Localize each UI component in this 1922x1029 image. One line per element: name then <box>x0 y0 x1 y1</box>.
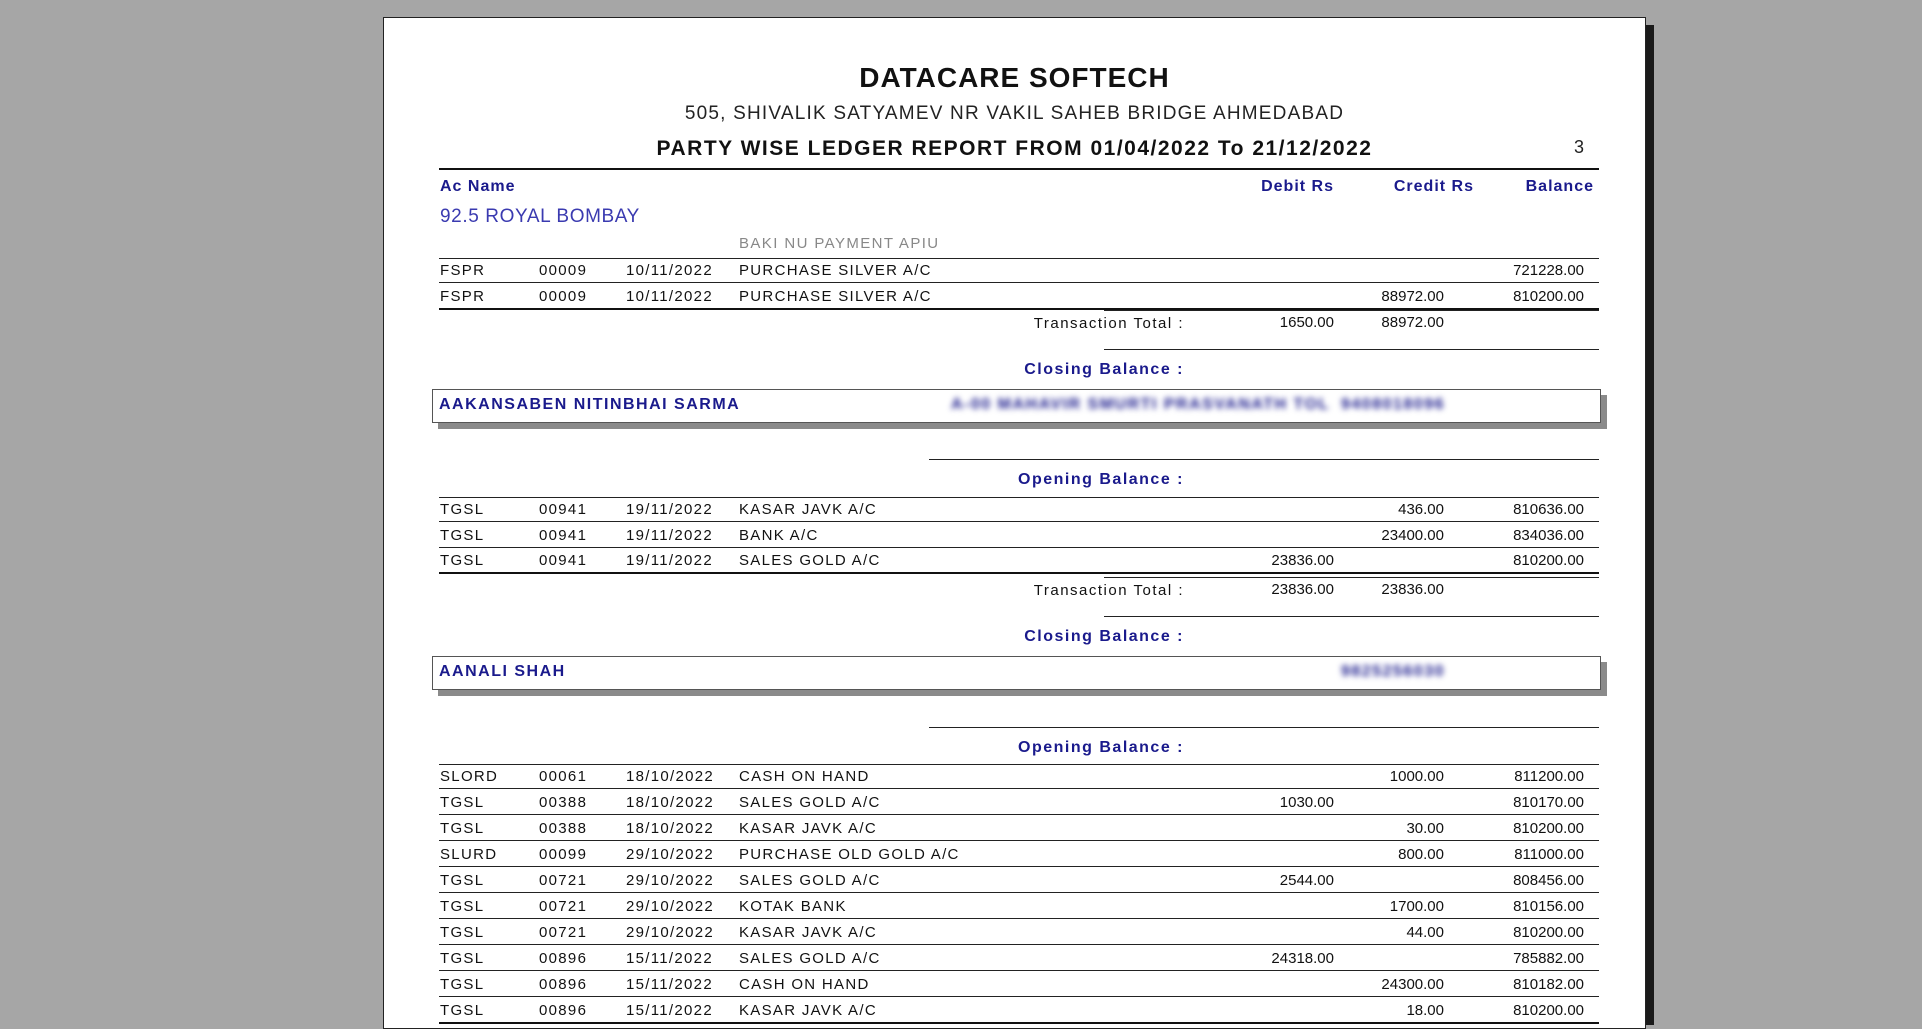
opening-balance-label: Opening Balance : <box>1018 471 1184 488</box>
account-name: KASAR JAVK A/C <box>739 1002 877 1019</box>
entry-type: TGSL <box>440 794 485 811</box>
party-name: AAKANSABEN NITINBHAI SARMA <box>439 396 741 413</box>
credit-amount: 1700.00 <box>1389 898 1444 915</box>
credit-amount: 88972.00 <box>1381 288 1444 305</box>
entry-date: 19/11/2022 <box>626 501 713 518</box>
voucher-number: 00721 <box>539 924 588 941</box>
account-name: SALES GOLD A/C <box>739 552 881 569</box>
balance-amount: 721228.00 <box>1513 262 1584 279</box>
balance-amount: 785882.00 <box>1513 950 1584 967</box>
party-address: A-00 MAHAVIR SMURTI PRASVANATH TOL <box>951 396 1330 413</box>
balance-amount: 834036.00 <box>1513 526 1584 544</box>
balance-amount: 810200.00 <box>1513 288 1584 305</box>
entry-date: 18/10/2022 <box>626 820 715 837</box>
balance-amount: 810170.00 <box>1513 794 1584 811</box>
header-rule <box>439 168 1599 170</box>
row-divider <box>439 572 1599 574</box>
row-divider <box>439 970 1599 971</box>
closing-rule <box>1104 349 1599 350</box>
account-name: BANK A/C <box>739 526 819 544</box>
balance-amount: 811200.00 <box>1514 768 1584 785</box>
company-address: 505, SHIVALIK SATYAMEV NR VAKIL SAHEB BRIDGE AHMEDABAD <box>684 103 1345 124</box>
row-divider <box>439 996 1599 997</box>
page-number: 3 <box>1574 137 1585 157</box>
debit-amount: 1030.00 <box>1279 794 1334 811</box>
closing-balance-label: Closing Balance : <box>1024 361 1184 378</box>
row-divider <box>439 764 1599 765</box>
entry-type: TGSL <box>440 526 485 544</box>
balance-amount: 808456.00 <box>1513 872 1584 889</box>
row-divider <box>439 840 1599 841</box>
party-name: AANALI SHAH <box>439 663 566 680</box>
balance-amount: 810156.00 <box>1513 898 1584 915</box>
account-name: PURCHASE SILVER A/C <box>739 288 932 305</box>
party-header-box <box>432 656 1601 690</box>
balance-amount: 810200.00 <box>1513 1002 1584 1019</box>
account-name: KOTAK BANK <box>739 898 847 915</box>
debit-amount: 23836.00 <box>1271 552 1334 569</box>
party-name: 92.5 ROYAL BOMBAY <box>440 206 640 227</box>
balance-amount: 811000.00 <box>1514 846 1584 863</box>
voucher-number: 00896 <box>539 950 588 967</box>
transaction-total-label: Transaction Total : <box>1033 315 1184 332</box>
voucher-number: 00388 <box>539 794 588 811</box>
entry-date: 18/10/2022 <box>626 794 715 811</box>
transaction-total-label: Transaction Total : <box>1033 582 1184 599</box>
account-name: PURCHASE SILVER A/C <box>739 262 932 279</box>
balance-amount: 810182.00 <box>1513 976 1584 993</box>
total-debit: 1650.00 <box>1279 314 1334 331</box>
total-credit: 23836.00 <box>1381 581 1444 598</box>
entry-type: TGSL <box>440 898 485 915</box>
report-title: PARTY WISE LEDGER REPORT FROM 01/04/2022 To 21/12/2022 <box>656 137 1373 160</box>
credit-amount: 24300.00 <box>1381 976 1444 993</box>
credit-amount: 18.00 <box>1406 1002 1444 1019</box>
credit-amount: 44.00 <box>1406 924 1444 941</box>
entry-date: 19/11/2022 <box>626 526 713 544</box>
entry-type: TGSL <box>440 872 485 889</box>
row-divider <box>439 1022 1599 1024</box>
entry-type: TGSL <box>440 976 485 993</box>
entry-type: TGSL <box>440 924 485 941</box>
voucher-number: 00721 <box>539 898 588 915</box>
row-divider <box>439 521 1599 522</box>
total-rule <box>1104 577 1599 578</box>
voucher-number: 00896 <box>539 1002 588 1019</box>
party-phone: 9825256030 <box>1341 663 1445 680</box>
voucher-number: 00061 <box>539 768 588 785</box>
narration: BAKI NU PAYMENT APIU <box>739 235 940 252</box>
opening-rule <box>929 727 1599 728</box>
credit-amount: 1000.00 <box>1389 768 1444 785</box>
entry-date: 29/10/2022 <box>626 846 715 863</box>
column-header-balance: Balance <box>1525 178 1594 195</box>
entry-type: FSPR <box>440 262 486 279</box>
voucher-number: 00941 <box>539 552 588 569</box>
account-name: SALES GOLD A/C <box>739 872 881 889</box>
account-name: SALES GOLD A/C <box>739 794 881 811</box>
entry-type: TGSL <box>440 950 485 967</box>
entry-date: 10/11/2022 <box>626 262 713 279</box>
voucher-number: 00388 <box>539 820 588 837</box>
entry-date: 10/11/2022 <box>626 288 713 305</box>
entry-date: 29/10/2022 <box>626 872 715 889</box>
entry-type: TGSL <box>440 501 485 518</box>
entry-type: TGSL <box>440 552 485 569</box>
balance-amount: 810200.00 <box>1513 820 1584 837</box>
account-name: CASH ON HAND <box>739 976 870 993</box>
entry-date: 19/11/2022 <box>626 552 713 569</box>
entry-date: 15/11/2022 <box>626 1002 713 1019</box>
column-header-credit: Credit Rs <box>1393 178 1474 195</box>
row-divider <box>439 866 1599 867</box>
balance-amount: 810200.00 <box>1513 924 1584 941</box>
debit-amount: 24318.00 <box>1271 950 1334 967</box>
account-name: CASH ON HAND <box>739 768 870 785</box>
row-divider <box>439 944 1599 945</box>
entry-date: 29/10/2022 <box>626 898 715 915</box>
row-divider <box>439 814 1599 815</box>
party-header-box <box>432 389 1601 423</box>
entry-type: TGSL <box>440 820 485 837</box>
credit-amount: 436.00 <box>1398 501 1444 518</box>
balance-amount: 810636.00 <box>1513 501 1584 518</box>
row-divider <box>439 258 1599 259</box>
entry-date: 29/10/2022 <box>626 924 715 941</box>
row-divider <box>439 788 1599 789</box>
voucher-number: 00099 <box>539 846 588 863</box>
account-name: KASAR JAVK A/C <box>739 820 877 837</box>
row-divider <box>439 282 1599 283</box>
balance-amount: 810200.00 <box>1513 552 1584 569</box>
account-name: KASAR JAVK A/C <box>739 501 877 518</box>
party-phone: 9408018096 <box>1341 396 1445 413</box>
entry-date: 15/11/2022 <box>626 976 713 993</box>
credit-amount: 30.00 <box>1406 820 1444 837</box>
voucher-number: 00721 <box>539 872 588 889</box>
opening-rule <box>929 459 1599 460</box>
total-rule <box>1104 310 1599 311</box>
row-divider <box>439 918 1599 919</box>
voucher-number: 00896 <box>539 976 588 993</box>
column-header-ac-name: Ac Name <box>440 178 516 195</box>
entry-type: SLURD <box>440 846 498 863</box>
account-name: SALES GOLD A/C <box>739 950 881 967</box>
account-name: KASAR JAVK A/C <box>739 924 877 941</box>
total-debit: 23836.00 <box>1271 581 1334 598</box>
voucher-number: 00009 <box>539 262 588 279</box>
entry-type: FSPR <box>440 288 486 305</box>
report-page <box>383 17 1646 1029</box>
credit-amount: 23400.00 <box>1381 526 1444 544</box>
voucher-number: 00941 <box>539 501 588 518</box>
credit-amount: 800.00 <box>1398 846 1444 863</box>
voucher-number: 00009 <box>539 288 588 305</box>
entry-type: SLORD <box>440 768 499 785</box>
row-divider <box>439 547 1599 548</box>
debit-amount: 2544.00 <box>1279 872 1334 889</box>
entry-date: 18/10/2022 <box>626 768 715 785</box>
column-header-debit: Debit Rs <box>1261 178 1334 195</box>
row-divider <box>439 497 1599 498</box>
entry-date: 15/11/2022 <box>626 950 713 967</box>
total-credit: 88972.00 <box>1381 314 1444 331</box>
opening-balance-label: Opening Balance : <box>1018 739 1184 756</box>
closing-balance-label: Closing Balance : <box>1024 628 1184 645</box>
row-divider <box>439 892 1599 893</box>
account-name: PURCHASE OLD GOLD A/C <box>739 846 960 863</box>
company-name: DATACARE SOFTECH <box>859 62 1170 93</box>
voucher-number: 00941 <box>539 526 588 544</box>
closing-rule <box>1104 616 1599 617</box>
entry-type: TGSL <box>440 1002 485 1019</box>
